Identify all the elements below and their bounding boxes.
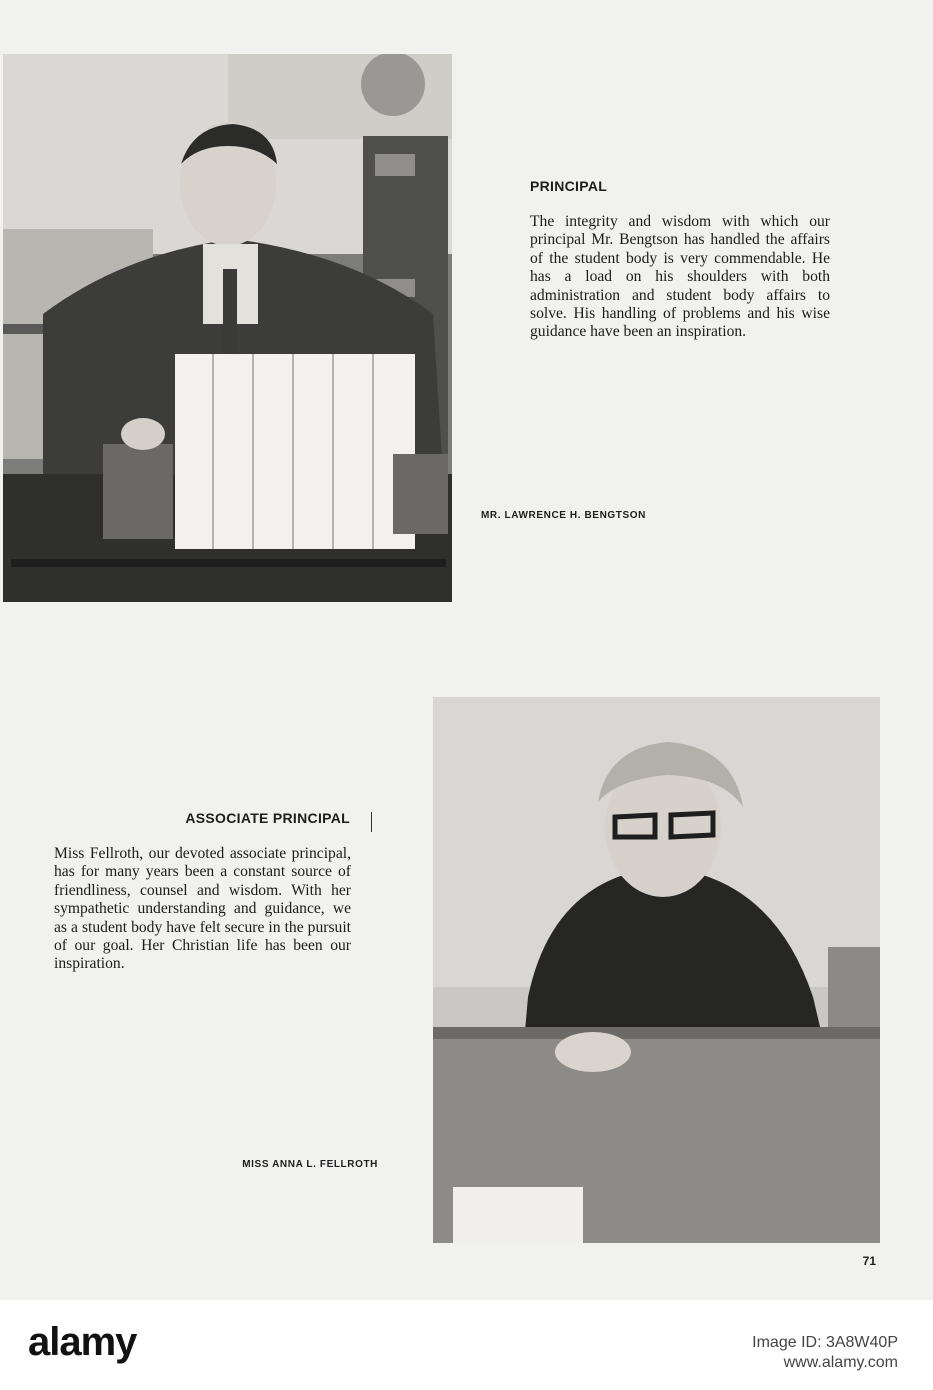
watermark-url: www.alamy.com xyxy=(783,1354,898,1371)
watermark-logo: alamy xyxy=(28,1320,137,1364)
principal-heading: PRINCIPAL xyxy=(530,178,608,194)
associate-caption: MISS ANNA L. FELLROTH xyxy=(242,1159,378,1170)
associate-photo xyxy=(433,697,880,1243)
principal-text: The integrity and wisdom with which our principal Mr. Bengtson has handled the affairs of the student body is very commendable. He has a load on his shoulders with both administration and student body affairs to solve. His handling of problems and his wise guidance have been an inspiration. xyxy=(530,213,830,341)
principal-photo xyxy=(3,54,452,602)
heading-rule-mark xyxy=(371,812,372,832)
principal-photo-drawing xyxy=(3,54,452,602)
watermark-image-id: Image ID: 3A8W40P xyxy=(752,1334,898,1351)
associate-heading: ASSOCIATE PRINCIPAL xyxy=(185,810,350,826)
associate-text: Miss Fellroth, our devoted associate principal, has for many years been a constant source of friendliness, counsel and wisdom. With her sympathetic understanding and guidance, we as a student body have felt secure in the pursuit of our goal. Her Christian life has been our inspiration. xyxy=(54,845,351,973)
associate-photo-drawing xyxy=(433,697,880,1243)
principal-caption: MR. LAWRENCE H. BENGTSON xyxy=(481,510,646,521)
watermark-info xyxy=(752,1333,898,1373)
page-number: 71 xyxy=(862,1254,876,1268)
